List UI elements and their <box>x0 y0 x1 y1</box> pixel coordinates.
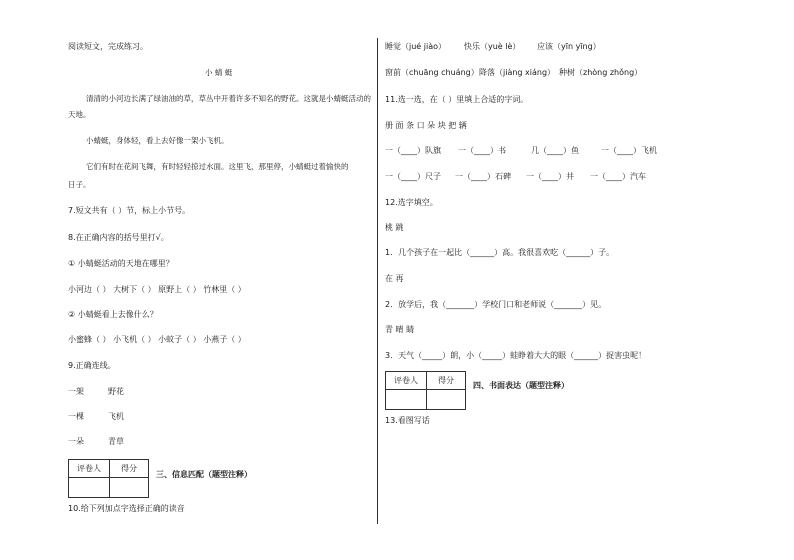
question-8-sub-1-options: 小河边（ ） 大树下（ ） 原野上（ ） 竹林里（ ） <box>68 285 246 294</box>
passage-paragraph-3: 它们有时在花间飞舞，有时轻轻掠过水面。这里飞，那里停，小蜻蜓过着愉快的 <box>86 162 349 171</box>
question-10: 10.给下列加点字选择正确的读音 <box>68 504 185 513</box>
passage-paragraph-1-cont: 天地。 <box>68 110 91 119</box>
match-right-3: 青草 <box>108 437 124 446</box>
reading-instruction: 阅读短文，完成练习。 <box>68 42 148 51</box>
match-left-3: 一朵 <box>68 437 84 446</box>
score-cell[interactable] <box>110 478 149 498</box>
measure-word-blank-2: 一（____）书 <box>458 146 506 155</box>
measure-word-blank-6: 一（____）石碑 <box>455 172 511 181</box>
score-header: 得分 <box>427 372 466 390</box>
grader-header: 评卷人 <box>69 460 110 478</box>
pinyin-item-3: 应该（yīn yīng） <box>537 42 601 51</box>
match-left-2: 一棵 <box>68 412 84 421</box>
pinyin-item-1: 睡觉（jué jiào） <box>385 42 446 51</box>
column-divider <box>377 38 378 524</box>
grader-cell[interactable] <box>386 390 427 410</box>
match-right-2: 飞机 <box>108 412 124 421</box>
measure-word-blank-3: 几（____）鱼 <box>531 146 579 155</box>
question-13: 13.看图写话 <box>385 416 430 425</box>
pinyin-item-6: 种树（zhòng zhǒng） <box>559 68 643 77</box>
measure-word-blank-5: 一（____）尺子 <box>385 172 441 181</box>
fill-sentence-3: 3．天气（_____）朗，小（_____）蛙睁着大大的眼（______）捉害虫呢！ <box>385 351 647 360</box>
passage-title: 小 蜻 蜓 <box>205 68 233 77</box>
question-8-sub-1: ① 小蜻蜓活动的天地在哪里？ <box>68 259 174 268</box>
question-8-sub-2-options: 小蜜蜂（ ） 小飞机（ ） 小蚊子（ ） 小燕子（ ） <box>68 335 246 344</box>
char-group-1: 桃 跳 <box>385 223 404 232</box>
score-cell[interactable] <box>427 390 466 410</box>
match-left-1: 一架 <box>68 387 84 396</box>
measure-word-blank-1: 一（____）队旗 <box>385 146 441 155</box>
pinyin-item-4: 窗前（chuāng chuáng） <box>385 68 479 77</box>
fill-sentence-2: 2．放学后，我（_______）学校门口和老师说（_______）见。 <box>385 300 607 309</box>
question-11-word-bank: 册 面 条 口 朵 块 把 辆 <box>385 121 467 130</box>
passage-paragraph-2: 小蜻蜓，身体轻，看上去好像一架小飞机。 <box>86 136 229 145</box>
score-table-right <box>385 371 466 410</box>
char-group-2: 在 再 <box>385 274 404 283</box>
question-11: 11.选一选，在（ ）里填上合适的字词。 <box>385 95 529 104</box>
measure-word-blank-4: 一（____）飞机 <box>601 146 657 155</box>
pinyin-item-2: 快乐（yuè lè） <box>464 42 521 51</box>
section-3-heading: 三、信息匹配（题型注释） <box>156 470 252 479</box>
question-8-sub-2: ② 小蜻蜓看上去像什么？ <box>68 310 158 319</box>
pinyin-item-5: 降落（jiàng xiáng） <box>479 68 556 77</box>
grader-header: 评卷人 <box>386 372 427 390</box>
measure-word-blank-7: 一（____）井 <box>526 172 574 181</box>
passage-paragraph-1: 清清的小河边长满了绿油油的草，草丛中开着许多不知名的野花。这就是小蜻蜓活动的 <box>86 94 371 103</box>
fill-sentence-1: 1．几个孩子在一起比（______）高。我很喜欢吃（______）子。 <box>385 248 615 257</box>
score-table-left <box>68 459 149 498</box>
score-header: 得分 <box>110 460 149 478</box>
match-right-1: 野花 <box>108 387 124 396</box>
question-9: 9.正确连线。 <box>68 361 116 370</box>
question-12: 12.选字填空。 <box>385 198 438 207</box>
section-4-heading: 四、书面表达（题型注释） <box>473 381 569 390</box>
question-8: 8.在正确内容的括号里打√。 <box>68 233 169 242</box>
grader-cell[interactable] <box>69 478 110 498</box>
passage-paragraph-3-cont: 日子。 <box>68 180 91 189</box>
question-7: 7.短文共有（ ）节，标上小节号。 <box>68 206 191 215</box>
char-group-3: 青 晴 睛 <box>385 325 415 334</box>
measure-word-blank-8: 一（____）汽车 <box>590 172 646 181</box>
